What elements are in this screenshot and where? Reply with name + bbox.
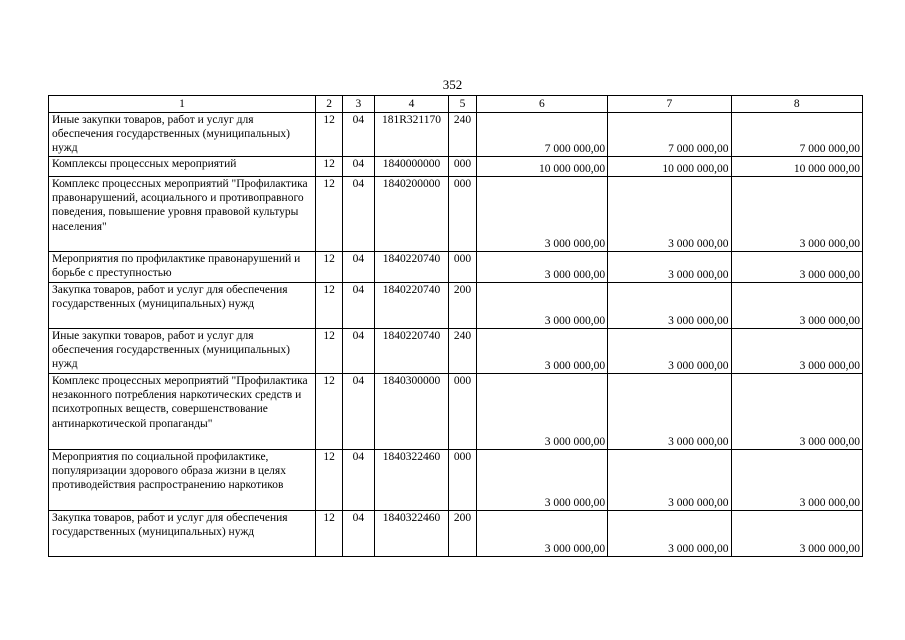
row-amount-col-6: 7 000 000,00: [476, 113, 607, 157]
row-section-cell: 12: [315, 113, 342, 157]
row-amount-col-8: 3 000 000,00: [731, 329, 863, 374]
row-amount-col-8: 3 000 000,00: [731, 177, 863, 252]
row-subsection-cell: 04: [343, 511, 374, 557]
row-expense-type-cell: 000: [449, 450, 476, 511]
row-amount-col-6: 3 000 000,00: [476, 511, 607, 557]
row-amount-col-6: 3 000 000,00: [476, 329, 607, 374]
row-amount-col-6: 10 000 000,00: [476, 157, 607, 177]
row-expense-type-cell: 000: [449, 177, 476, 252]
table-row: [49, 511, 863, 557]
row-subsection-cell: 04: [343, 329, 374, 374]
row-section-cell: 12: [315, 374, 342, 450]
row-subsection-cell: 04: [343, 177, 374, 252]
row-target-article-cell: 181R321170: [374, 113, 449, 157]
row-amount-col-8: 7 000 000,00: [731, 113, 863, 157]
row-amount-col-7: 3 000 000,00: [608, 374, 731, 450]
table-row: [49, 113, 863, 157]
row-name-cell: Мероприятия по социальной профилактике, популяризации здорового образа жизни в целях противодействия распространению наркотиков: [49, 450, 316, 511]
row-name-cell: Комплексы процессных мероприятий: [49, 157, 316, 177]
row-target-article-cell: 1840220740: [374, 329, 449, 374]
row-amount-col-7: 7 000 000,00: [608, 113, 731, 157]
row-name-cell: Закупка товаров, работ и услуг для обеспечения государственных (муниципальных) нужд: [49, 283, 316, 329]
header-cell-col-4: 4: [374, 96, 449, 113]
row-amount-col-7: 3 000 000,00: [608, 329, 731, 374]
row-expense-type-cell: 240: [449, 329, 476, 374]
table-body: [49, 113, 863, 557]
row-name-cell: Мероприятия по профилактике правонарушений и борьбе с преступностью: [49, 252, 316, 283]
row-expense-type-cell: 240: [449, 113, 476, 157]
row-target-article-cell: 1840220740: [374, 252, 449, 283]
row-amount-col-8: 3 000 000,00: [731, 511, 863, 557]
header-cell-col-2: 2: [315, 96, 342, 113]
row-amount-col-7: 3 000 000,00: [608, 283, 731, 329]
row-name-cell: Закупка товаров, работ и услуг для обеспечения государственных (муниципальных) нужд: [49, 511, 316, 557]
row-subsection-cell: 04: [343, 374, 374, 450]
row-target-article-cell: 1840322460: [374, 450, 449, 511]
header-cell-col-8: 8: [731, 96, 863, 113]
row-amount-col-6: 3 000 000,00: [476, 177, 607, 252]
row-amount-col-8: 3 000 000,00: [731, 283, 863, 329]
row-section-cell: 12: [315, 450, 342, 511]
table-row: [49, 252, 863, 283]
row-section-cell: 12: [315, 157, 342, 177]
row-target-article-cell: 1840220740: [374, 283, 449, 329]
row-amount-col-7: 3 000 000,00: [608, 450, 731, 511]
row-subsection-cell: 04: [343, 113, 374, 157]
row-expense-type-cell: 200: [449, 511, 476, 557]
header-row: [49, 96, 863, 113]
row-name-cell: Комплекс процессных мероприятий "Профилактика незаконного потребления наркотических средств и психотропных веществ, совершенствование антинаркотической пропаганды": [49, 374, 316, 450]
row-subsection-cell: 04: [343, 450, 374, 511]
row-expense-type-cell: 000: [449, 374, 476, 450]
table-header: [49, 96, 863, 113]
page-number: 352: [442, 77, 463, 92]
row-amount-col-7: 3 000 000,00: [608, 177, 731, 252]
budget-table: [48, 95, 863, 557]
row-section-cell: 12: [315, 252, 342, 283]
row-amount-col-7: 3 000 000,00: [608, 252, 731, 283]
row-amount-col-8: 3 000 000,00: [731, 374, 863, 450]
row-amount-col-6: 3 000 000,00: [476, 374, 607, 450]
row-name-cell: Комплекс процессных мероприятий "Профилактика правонарушений, асоциального и противоправного поведения, повышение уровня правовой культуры населения": [49, 177, 316, 252]
row-subsection-cell: 04: [343, 157, 374, 177]
table-row: [49, 450, 863, 511]
table-row: [49, 374, 863, 450]
row-subsection-cell: 04: [343, 252, 374, 283]
row-amount-col-7: 10 000 000,00: [608, 157, 731, 177]
row-amount-col-6: 3 000 000,00: [476, 450, 607, 511]
row-target-article-cell: 1840300000: [374, 374, 449, 450]
table-row: [49, 177, 863, 252]
header-cell-col-3: 3: [343, 96, 374, 113]
row-target-article-cell: 1840000000: [374, 157, 449, 177]
row-amount-col-8: 10 000 000,00: [731, 157, 863, 177]
row-section-cell: 12: [315, 329, 342, 374]
header-cell-col-1: 1: [49, 96, 316, 113]
header-cell-col-6: 6: [476, 96, 607, 113]
row-amount-col-8: 3 000 000,00: [731, 252, 863, 283]
row-subsection-cell: 04: [343, 283, 374, 329]
row-amount-col-8: 3 000 000,00: [731, 450, 863, 511]
row-expense-type-cell: 200: [449, 283, 476, 329]
table-row: [49, 329, 863, 374]
row-target-article-cell: 1840322460: [374, 511, 449, 557]
row-expense-type-cell: 000: [449, 252, 476, 283]
row-section-cell: 12: [315, 283, 342, 329]
table-row: [49, 283, 863, 329]
row-amount-col-6: 3 000 000,00: [476, 283, 607, 329]
row-section-cell: 12: [315, 177, 342, 252]
header-cell-col-5: 5: [449, 96, 476, 113]
row-name-cell: Иные закупки товаров, работ и услуг для обеспечения государственных (муниципальных) нужд: [49, 329, 316, 374]
row-amount-col-6: 3 000 000,00: [476, 252, 607, 283]
row-expense-type-cell: 000: [449, 157, 476, 177]
header-cell-col-7: 7: [608, 96, 731, 113]
table-row: [49, 157, 863, 177]
row-target-article-cell: 1840200000: [374, 177, 449, 252]
row-name-cell: Иные закупки товаров, работ и услуг для обеспечения государственных (муниципальных) нужд: [49, 113, 316, 157]
row-amount-col-7: 3 000 000,00: [608, 511, 731, 557]
row-section-cell: 12: [315, 511, 342, 557]
